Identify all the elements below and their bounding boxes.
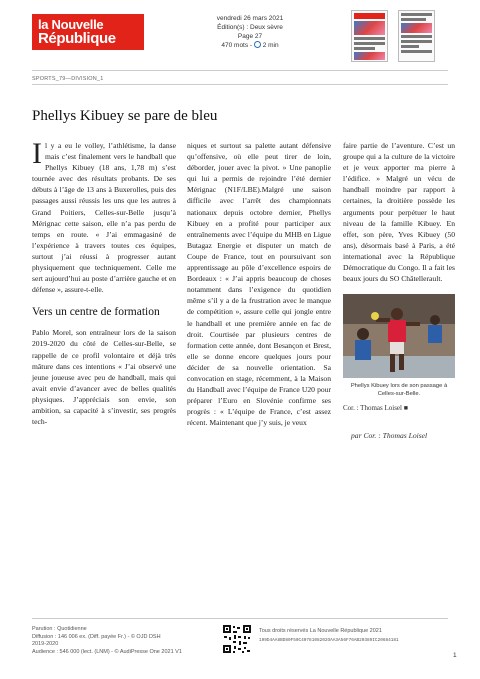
end-mark: ■: [403, 404, 408, 412]
article-paragraph: Pablo Morel, son entraîneur lors de la saison 2019-2020 du côté de Celles-sur-Belle, se rappelle de ce profil volontaire et déjà très mâture dans ces intentions « J’ai observé une jeune joueuse avec peu de handball, mais qui avait envie d’avancer avec de belles qualités physiques. J’appréciais son envie, son ambition, sa capacité à s’investir, ses progrès tech-: [32, 328, 176, 427]
circulation: Diffusion : 146 006 ex. (Diff. payée Fr.) - © OJD DSH: [32, 633, 161, 640]
article-intro: l y a eu le volley, l’athlétisme, la danse mais c’est finalement vers le handball que Phellys Kibuey (18 ans, 1,78 m) s’est tournée avec des résultats probants. De ses débuts à l’âge de 13 ans à Buxerolles, puis des passages aussi réussis les uns que les autres à Grand Poitiers, Celles-sur-Belle jusqu’à Mérignac cette saison, elle n’a pas perdu de temps en route. « J’ai emmagasiné de l’expérience à travers toutes ces équipes, surtout j’ai réussi à progresser autant physiquement que techniquement. Celle me sert aujourd’hui au poste d’arrière gauche et en défense », assure-t-elle.: [32, 141, 176, 295]
page-reference: Page 27: [237, 33, 263, 40]
article-byline: par Cor. : Thomas Loisel: [351, 431, 428, 440]
article-column-2: [187, 140, 331, 428]
header-divider: [32, 70, 448, 71]
article-page-thumbnail[interactable]: [398, 10, 435, 62]
newspaper-logo: [32, 14, 144, 50]
article-photo[interactable]: [343, 294, 455, 378]
article-column-3: [343, 140, 455, 284]
word-count: 470 mots -: [221, 42, 253, 49]
issue-date: vendredi 26 mars 2021: [216, 15, 284, 22]
page-number: 1: [453, 652, 457, 659]
publication-info: [32, 626, 182, 656]
reading-time: 2 min: [262, 42, 279, 49]
clock-icon: [254, 41, 261, 48]
drop-cap: I: [32, 137, 42, 170]
section-label: SPORTS_79—DIVISION_1: [32, 76, 104, 82]
audience: Audience : 546 000 (lect. (LNM) - © AudiPresse One 2021 V1: [32, 648, 182, 655]
copyright: Tous droits réservés La Nouvelle République 2021: [259, 628, 382, 634]
article-title: Phellys Kibuey se pare de bleu: [32, 108, 218, 124]
logo-line-1: la Nouvelle: [38, 17, 104, 32]
reading-info: [180, 41, 320, 50]
section-divider: [32, 84, 448, 85]
article-meta: [180, 14, 320, 50]
document-hash: 199D4AA8BD80F50C4078108202OAA3A56F76AB20389IC20684181: [259, 638, 399, 643]
photo-caption: Phellys Kibuey lors de son passage à Celles-sur-Belle.: [350, 383, 448, 397]
edition: Édition(s) : Deux sèvre: [217, 24, 283, 31]
rights-info: [259, 627, 399, 645]
publication-frequency: Parution : Quotidienne: [32, 626, 87, 632]
photo-credit-text: Cor. : Thomas Loisel: [343, 404, 402, 412]
footer-divider: [32, 618, 448, 619]
article-column-1: [32, 137, 176, 427]
article-paragraph: faire partie de l’aventure. C’est un groupe qui a la culture de la victoire et je veux apporter ma pierre à l’édifice. » Malgré un vécu de handball moindre par rapport à certaines, la droitière possède les arguments pour perpétuer le haut niveau de la famille Kibuey. En effet, son père, Yves Kibuey (50 ans), désormais basé à Paris, a été international avec la République Démocratique du Congo. Il a fait les beaux jours du SO Châtellerault.: [343, 141, 455, 284]
article-paragraph: niques et surtout sa palette autant défensive qu’offensive, où elle peut tirer de loin, déborder, jouer avec la pivot. » Une panoplie qui lui a permis de rejoindre l’été dernier Mérignac (N1F/LBE).Malgré une saison difficile avec l’arrêt des championnats nationaux depuis octobre dernier, Phellys Kibuey en a profité pour participer aux entraînements avec l’équipe du MHB en Ligue Butagaz Energie et disputer un match de Coupe de France, tout en poursuivant son apprentissage au pôle d’excellence espoirs de Bordeaux : « J’ai appris beaucoup de choses notamment dans l’exigence du quotidien même s’il y a de la frustration avec le manque de compétition », assure celle qui jongle entre le handball et une première année en fac de droit. Courtisée par plusieurs centres de formation cette année, dont Besançon et Brest, elle se donne encore quelques jours pour décider de sa nouvelle orientation. Sa convocation en stage, récemment, à la Maison du Handball avec l’équipe de France U20 pour préparer l’Euro en Slovénie confirme ses progrès : « L’équipe de France, c’est assez récent. Maintenant que j’y suis, je veux: [187, 141, 331, 428]
qr-code-icon[interactable]: [223, 625, 251, 653]
handball-player-image: [343, 294, 455, 378]
circulation-period: 2019-2020: [32, 641, 59, 648]
logo-line-2: République: [38, 30, 116, 47]
front-page-thumbnail[interactable]: [351, 10, 388, 62]
photo-credit: [343, 404, 408, 412]
article-subheading: Vers un centre de formation: [32, 306, 160, 319]
